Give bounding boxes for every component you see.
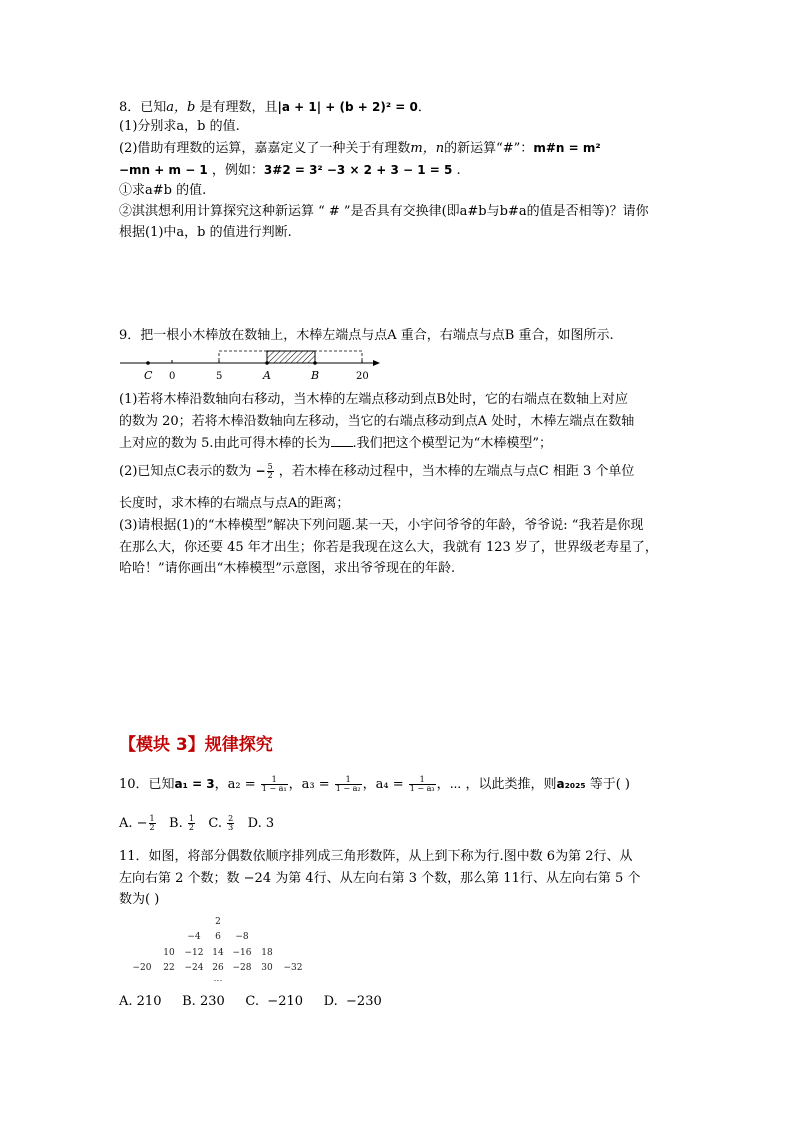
tri-r3-c4: −16 — [232, 948, 252, 958]
tri-r4-c3: −24 — [184, 963, 204, 973]
q9-line-7: (3)请根据(1)的“木棒模型”解决下列问题.某一天，小宇问爷爷的年龄，爷爷说: “我若是你现 — [119, 518, 644, 533]
tri-r4-c4: 26 — [212, 963, 224, 973]
q8-line-5: ①求a#b 的值. — [119, 183, 207, 198]
q8-l1-vars: a，b — [166, 100, 196, 115]
tri-r4-c2: 22 — [163, 963, 175, 973]
label-five: 5 — [216, 371, 223, 382]
q8-l3-pre: (2)借助有理数的运算，嘉嘉定义了一种关于有理数 — [119, 141, 411, 156]
q9-line-3: 的数为 20；若将木棒沿数轴向左移动，当它的右端点移动到点A 处时，木棒左端点在数轴 — [119, 414, 635, 429]
point-b — [313, 361, 317, 365]
label-c: C — [144, 369, 153, 382]
q8-l4-end: . — [452, 163, 461, 178]
q8-line-7: 根据(1)中a，b 的值进行判断. — [119, 225, 292, 240]
q8-line-4 — [119, 161, 461, 180]
axis-arrow — [373, 360, 380, 366]
number-line-figure — [115, 346, 385, 386]
q8-l4-mid: ，例如： — [207, 163, 264, 178]
tri-r2-c3: −8 — [235, 932, 249, 942]
tri-r3-c3: 14 — [212, 948, 224, 958]
q8-l1-mid: 是有理数，且 — [195, 100, 278, 115]
q10-line-1: 10．已知a₁ = 3，a₂ = $\frac{1}{\text{1 − a₁}}$ ，a₃ = $\frac{1}{\text{1 − a₂}}$ ，a₄ = $\frac{1}{\text{1 − a₃}}$ ，⋯ ，以此类推，则a₂₀₂₅ 等于( ) — [119, 775, 631, 793]
q11-options: A. 210 B. 230 C. −210 D. −230 — [119, 994, 382, 1009]
tri-r3-c2: −12 — [184, 948, 204, 958]
tri-r3-c1: 10 — [163, 948, 175, 958]
wooden-rod — [267, 351, 315, 363]
q10-a3-fraction: $\frac{1}{\text{1 − a₂}}$ — [335, 775, 361, 793]
q11-line-2: 左向右第 2 个数；数 −24 为第 4行、从左向右第 3 个数，那么第 11行、从左向右第 5 个 — [119, 871, 641, 886]
q9-l4-post: .我们把这个模型记为“木棒模型”； — [352, 436, 552, 451]
label-a: A — [263, 369, 271, 382]
q9-l4-pre: 上对应的数为 5.由此可得木棒的长为 — [119, 436, 331, 451]
q10-a2-fraction: $\frac{1}{\text{1 − a₁}}$ — [261, 775, 287, 793]
q8-l3-vars: m，n — [410, 141, 445, 156]
q9-line-8: 在那么大，你还要 45 年才出生；你若是我现在这么大，我就有 123 岁了，世界级老寿星了， — [119, 540, 658, 555]
tri-r3-c5: 18 — [261, 948, 273, 958]
q11-line-1: 11．如图，将部分偶数依顺序排列成三角形数阵，从上到下称为行.图中数 6为第 2行、从 — [119, 849, 633, 864]
label-zero: 0 — [169, 371, 176, 382]
q8-l4-math2: 3#2 = 3² −3 × 2 + 3 − 1 = 5 — [263, 163, 453, 177]
q9-l5-post: ，若木棒在移动过程中，当木棒的左端点与点C 相距 3 个单位 — [274, 464, 635, 479]
q9-line-2: (1)若将木棒沿数轴向右移动，当木棒的左端点移动到点B处时，它的右端点在数轴上对应 — [119, 392, 628, 407]
q8-l1-pre: 8．已知 — [119, 100, 167, 115]
q10-a4-fraction: $\frac{1}{\text{1 − a₃}}$ — [409, 775, 435, 793]
tri-r2-c2: 6 — [215, 932, 221, 942]
label-b: B — [311, 369, 320, 382]
q9-line-1: 9．把一根小木棒放在数轴上，木棒左端点与点A 重合，右端点与点B 重合，如图所示. — [119, 328, 614, 343]
tri-r4-c7: −32 — [283, 963, 303, 973]
tri-r4-c5: −28 — [232, 963, 252, 973]
point-a — [265, 361, 269, 365]
q9-line-6: 长度时，求木棒的右端点与点A的距离； — [119, 496, 350, 511]
q8-l3-mid: 的新运算“#”： — [444, 141, 534, 156]
q9-line-9: 哈哈！”请你画出“木棒模型”示意图，求出爷爷现在的年龄. — [119, 561, 456, 576]
q9-l5-pre: (2)已知点C表示的数为 — [119, 464, 256, 479]
point-c — [146, 361, 150, 365]
q8-l4-math: −mn + m − 1 — [119, 163, 208, 177]
label-twenty: 20 — [356, 371, 369, 382]
q9-l5-sign: − — [255, 464, 266, 478]
tri-r2-c1: −4 — [187, 932, 201, 942]
tri-r1-c1: 2 — [215, 917, 221, 927]
q8-line-6: ②淇淇想利用计算探究这种新运算 “ # ”是否具有交换律(即a#b与b#a的值是否相等)？请你 — [119, 204, 649, 219]
tri-r4-c1: −20 — [132, 963, 152, 973]
q9-l5-fraction: $\frac{5}{2}$ — [267, 462, 273, 480]
q8-l1-end: ． — [417, 100, 431, 115]
q8-line-1 — [119, 98, 431, 117]
q8-line-3 — [119, 139, 601, 158]
q8-line-2: (1)分别求a，b 的值. — [119, 119, 240, 134]
q11-line-3: 数为( ) — [119, 892, 160, 907]
q9-line-5 — [119, 462, 634, 481]
module-3-heading: 【模块 3】规律探究 — [119, 735, 273, 755]
tri-dots: ⋯ — [213, 976, 223, 986]
q8-l1-math: |a + 1| + (b + 2)² = 0 — [277, 100, 418, 114]
tri-r4-c6: 30 — [261, 963, 273, 973]
q10-options: A. − $\frac{1}{2}$ B. $\frac{1}{2}$ C. $\frac{2}{3}$ D. 3 — [119, 814, 275, 832]
q9-line-4 — [119, 434, 552, 453]
q8-l3-math: m#n = m² — [533, 141, 601, 155]
answer-blank — [331, 434, 353, 447]
